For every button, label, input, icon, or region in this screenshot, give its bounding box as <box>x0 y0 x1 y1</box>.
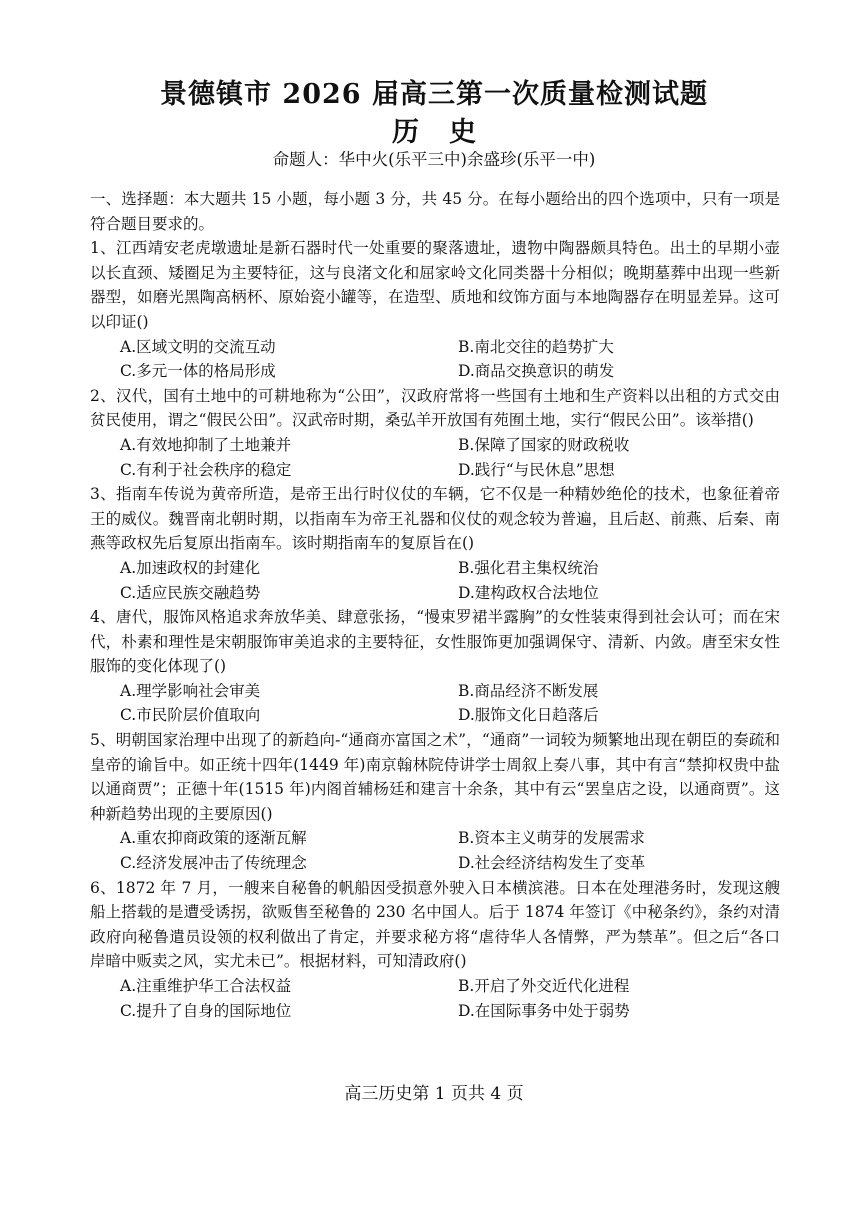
option-c: C.适应民族交融趋势 <box>120 583 261 602</box>
question-5 <box>90 728 780 876</box>
option-b: B.强化君主集权统治 <box>458 558 599 577</box>
option-list <box>90 433 780 482</box>
question-stem: 6、1872 年 7 月，一艘来自秘鲁的帆船因受损意外驶入日本横滨港。日本在处理港务时，发现这艘船上搭载的是遭受诱拐，欲贩售至秘鲁的 230 名中国人。后于 1874 年签订《中秘条约》，条约对清政府向秘鲁遣员设领的权利做出了肯定，并要求秘方将“虐待华人各情弊，严为禁革”。但之后“各口岸暗中贩卖之风，实尤未已”。根据材料，可知清政府() <box>90 878 780 971</box>
question-stem: 3、指南车传说为黄帝所造，是帝王出行时仪仗的车辆，它不仅是一种精妙绝伦的技术，也象征着帝王的威仪。魏晋南北朝时期，以指南车为帝王礼器和仪仗的观念较为普遍，且后赵、前燕、后秦、南燕等政权先后复原出指南车。该时期指南车的复原旨在() <box>90 485 780 553</box>
option-list <box>90 679 780 728</box>
option-d: D.在国际事务中处于弱势 <box>458 1001 630 1020</box>
option-b: B.资本主义萌芽的发展需求 <box>458 829 645 848</box>
option-c: C.经济发展冲击了传统理念 <box>120 854 307 873</box>
page-footer: 高三历史第 1 页共 4 页 <box>344 1084 524 1104</box>
option-b: B.保障了国家的财政税收 <box>458 435 630 454</box>
question-4 <box>90 605 780 728</box>
option-a: A.注重维护华工合法权益 <box>120 977 292 995</box>
question-section <box>90 187 780 1023</box>
subject-heading: 历史 <box>392 117 506 148</box>
option-d: D.建构政权合法地位 <box>458 583 599 602</box>
section-instructions: 一、选择题：本大题共 15 小题，每小题 3 分，共 45 分。在每小题给出的四个选项中，只有一项是符合题目要求的。 <box>90 190 780 233</box>
option-b: B.南北交往的趋势扩大 <box>458 337 614 356</box>
question-6 <box>90 876 780 1024</box>
option-list <box>90 826 780 875</box>
option-c: C.有利于社会秩序的稳定 <box>120 460 292 479</box>
option-c: C.多元一体的格局形成 <box>120 362 276 381</box>
option-list <box>90 556 780 605</box>
question-2 <box>90 384 780 482</box>
option-d: D.践行“与民休息”思想 <box>458 460 615 479</box>
question-1 <box>90 236 780 384</box>
option-b: B.开启了外交近代化进程 <box>458 977 630 995</box>
option-a: A.加速政权的封建化 <box>120 558 261 577</box>
option-d: D.服饰文化日趋落后 <box>458 706 599 725</box>
exam-title: 景德镇市 2026 届高三第一次质量检测试题 <box>160 79 708 110</box>
option-d: D.社会经济结构发生了变革 <box>458 854 646 873</box>
option-a: A.区域文明的交流互动 <box>120 337 276 356</box>
option-a: A.重农抑商政策的逐渐瓦解 <box>120 829 307 848</box>
question-stem: 5、明朝国家治理中出现了的新趋向-“通商亦富国之术”，“通商”一词较为频繁地出现在朝臣的奏疏和皇帝的谕旨中。如正统十四年(1449 年)南京翰林院侍讲学士周叙上奏八事，其中有言“禁抑权贵中盐以通商贾”；正德十年(1515 年)内阁首辅杨廷和建言十余条，其中有云“罢皇店之设，以通商贾”。这种新趋势出现的主要原因() <box>90 731 780 823</box>
option-b: B.商品经济不断发展 <box>458 681 599 700</box>
authors-line: 命题人：华中火(乐平三中)余盛珍(乐平一中) <box>272 150 596 169</box>
option-a: A.理学影响社会审美 <box>120 681 261 700</box>
option-c: C.市民阶层价值取向 <box>120 706 261 725</box>
question-stem: 2、汉代，国有土地中的可耕地称为“公田”，汉政府常将一些国有土地和生产资料以出租的方式交由贫民使用，谓之“假民公田”。汉武帝时期，桑弘羊开放国有苑囿土地，实行“假民公田”。该举措() <box>90 386 780 430</box>
question-stem: 1、江西靖安老虎墩遗址是新石器时代一处重要的聚落遗址，遗物中陶器颇具特色。出土的早期小壶以长直颈、矮圈足为主要特征，这与良渚文化和屈家岭文化同类器十分相似；晚期墓葬中出现一些新器型，如磨光黑陶高柄杯、原始瓷小罐等，在造型、质地和纹饰方面与本地陶器存在明显差异。这可以印证() <box>90 239 780 331</box>
question-stem: 4、唐代，服饰风格追求奔放华美、肆意张扬，“慢束罗裙半露胸”的女性装束得到社会认可；而在宋代，朴素和理性是宋朝服饰审美追求的主要特征，女性服饰更加强调保守、清新、内敛。唐至宋女性服饰的变化体现了() <box>90 608 780 676</box>
option-list <box>90 335 780 384</box>
option-list <box>90 974 780 1023</box>
question-3 <box>90 482 780 605</box>
option-c: C.提升了自身的国际地位 <box>120 1001 292 1020</box>
option-d: D.商品交换意识的萌发 <box>458 362 615 381</box>
option-a: A.有效地抑制了土地兼并 <box>120 435 292 454</box>
